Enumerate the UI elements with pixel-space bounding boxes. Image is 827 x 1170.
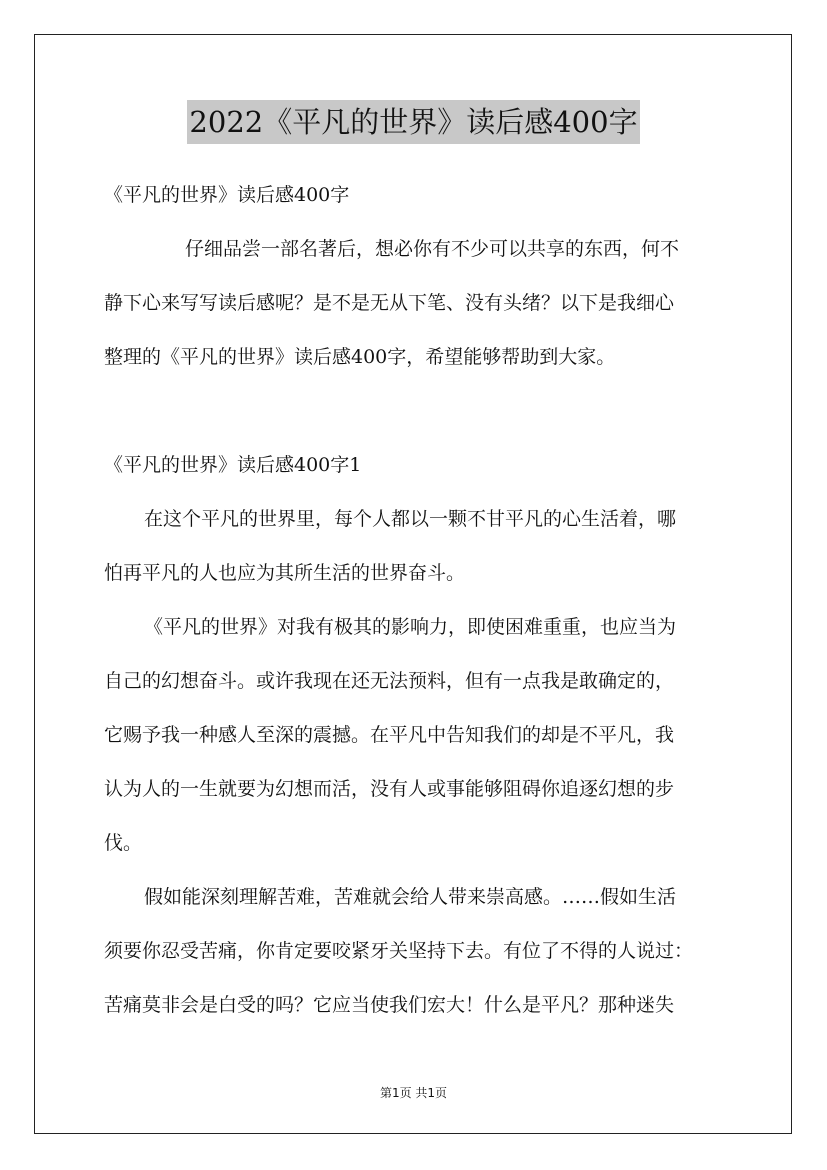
paragraph2-line-4: 认为人的一生就要为幻想而活，没有人或事能够阻碍你追逐幻想的步 <box>104 778 675 800</box>
document-subtitle: 《平凡的世界》读后感400字 <box>104 184 350 206</box>
intro-line-2: 静下心来写写读后感呢？是不是无从下笔、没有头绪？以下是我细心 <box>104 292 675 314</box>
section-heading: 《平凡的世界》读后感400字1 <box>104 454 362 476</box>
paragraph2-line-3: 它赐予我一种感人至深的震撼。在平凡中告知我们的却是不平凡，我 <box>104 724 675 746</box>
paragraph2-line-1: 《平凡的世界》对我有极其的影响力，即使困难重重，也应当为 <box>144 616 677 638</box>
paragraph1-line-1: 在这个平凡的世界里，每个人都以一颗不甘平凡的心生活着，哪 <box>144 508 677 530</box>
paragraph2-line-2: 自己的幻想奋斗。或许我现在还无法预料，但有一点我是敢确定的， <box>104 670 675 692</box>
paragraph3-line-2: 须要你忍受苦痛，你肯定要咬紧牙关坚持下去。有位了不得的人说过： <box>104 940 694 962</box>
intro-line-1: 仔细品尝一部名著后，想必你有不少可以共享的东西，何不 <box>185 238 680 260</box>
paragraph1-line-2: 怕再平凡的人也应为其所生活的世界奋斗。 <box>104 562 466 584</box>
document-title: 2022《平凡的世界》读后感400字 <box>187 100 639 144</box>
intro-line-3: 整理的《平凡的世界》读后感400字，希望能够帮助到大家。 <box>104 346 616 368</box>
paragraph3-line-3: 苦痛莫非会是白受的吗？它应当使我们宏大！什么是平凡？那种迷失 <box>104 994 675 1016</box>
paragraph2-line-5: 伐。 <box>104 832 143 854</box>
title-container <box>0 100 827 144</box>
page-footer: 第1页 共1页 <box>379 1086 448 1100</box>
paragraph3-line-1: 假如能深刻理解苦难，苦难就会给人带来崇高感。……假如生活 <box>144 886 677 908</box>
